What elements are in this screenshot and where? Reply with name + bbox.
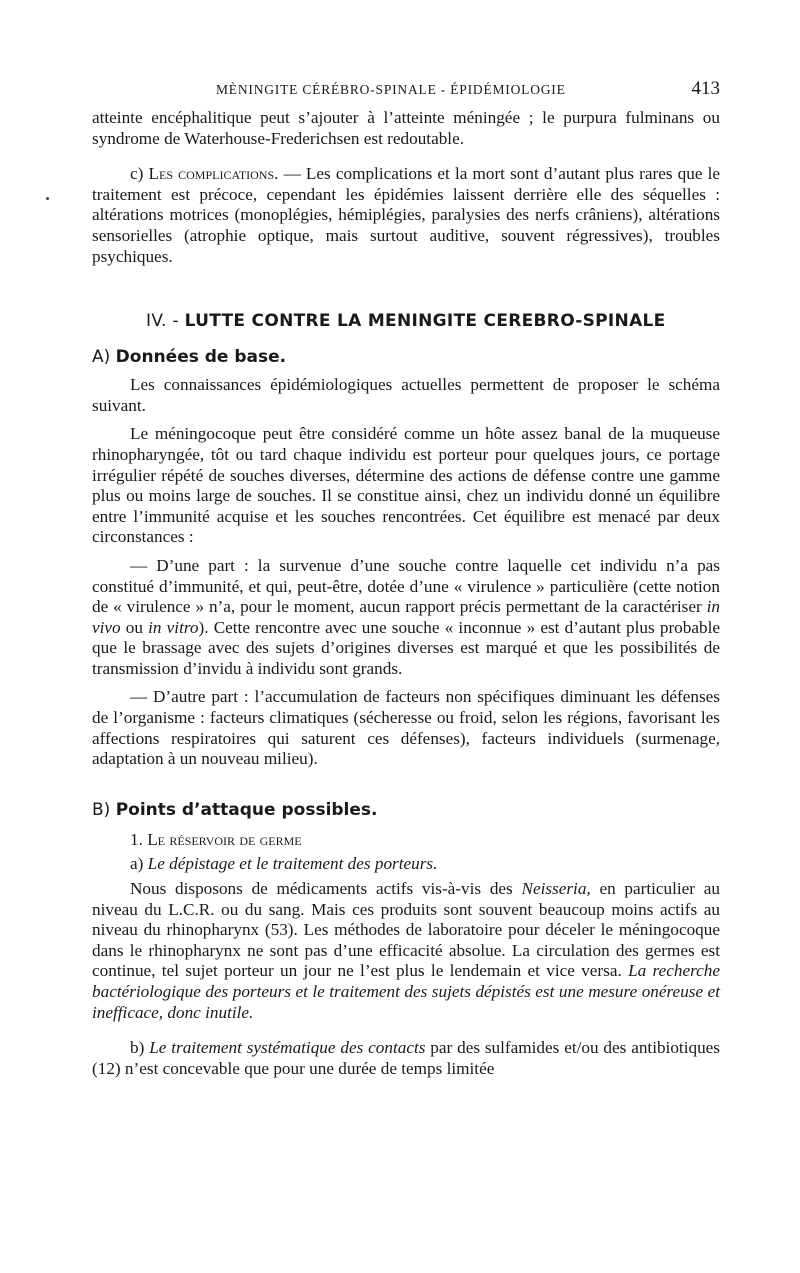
in-vivo-term: in vivo	[92, 597, 720, 637]
paragraph-b1-conclusion: La recherche bactériologique des porteurs et le traitement des sujets dépistés est une mesure onéreuse et inefficace, donc inutile.	[92, 961, 720, 1022]
complications-paragraph	[92, 164, 720, 267]
paragraph-b1-part2: en particulier au niveau du L.C.R. ou du sang. Mais ces produits sont souvent beaucoup moins actifs au niveau du rhinopharynx (53). Les méthodes de laboratoire pour déceler le méningocoque dans le rhinopharynx ne sont pas d’une efficacité absolue. La circulation des germes est continue, tel sujet porteur un jour ne l’est plus le lendemain et vice versa.	[92, 879, 720, 981]
paragraph-b2	[92, 1038, 720, 1079]
paragraph-a3	[92, 556, 720, 680]
section-title: LUTTE CONTRE LA MENINGITE CEREBRO-SPINALE	[184, 311, 666, 332]
complications-label: Les complications.	[148, 164, 279, 184]
item-1a-heading	[92, 854, 720, 875]
paragraph-a3-part1: — D’une part : la survenue d’une souche contre laquelle cet individu n’a pas constitué d’immunité, et qui, peut-être, dotée d’une « virulence » particulière (cette notion de « virulence » n’a, pour le moment, aucun rapport précis permettant de la caractériser	[92, 555, 720, 617]
paragraph-a3-part2: ). Cette rencontre avec une souche « inconnue » est d’autant plus probable que le brassage avec des sujets d’origines diverses est marqué et que les possibilités de transmission d’invidu à individu sont grands.	[92, 617, 720, 678]
item-1-heading	[92, 830, 720, 851]
item-1a-prefix: a)	[130, 854, 148, 874]
page-number: 413	[691, 78, 720, 99]
paragraph-b1-part1: Nous disposons de médicaments actifs vis-à-vis des	[130, 879, 522, 899]
paragraph-a2: Le méningocoque peut être considéré comme un hôte assez banal de la muqueuse rhinopharyngée, tôt ou tard chaque individu est porteur pour quelques jours, ce portage irrégulier répété de souches diverses, détermine des actions de défense contre une gamme plus ou moins large de souches. Il se constitue ainsi, chez un individu donné un équilibre entre l’immunité acquise et les souches rencontrées. Cet équilibre est menacé par deux circonstances :	[92, 424, 720, 547]
paragraph-a1: Les connaissances épidémiologiques actuelles permettent de proposer le schéma suivant.	[92, 375, 720, 415]
subsection-b-letter: B)	[92, 799, 116, 820]
paragraph-b2-prefix: b)	[130, 1038, 150, 1058]
item-1a-title: Le dépistage et le traitement des porteurs.	[147, 854, 438, 874]
intro-paragraph: atteinte encéphalitique peut s’ajouter à l’atteinte méningée ; le purpura fulminans ou syndrome de Waterhouse-Frederichsen est redoutable.	[92, 108, 720, 148]
section-number: IV. -	[146, 311, 185, 332]
page-header	[92, 78, 720, 102]
complications-text: — Les complications et la mort sont d’autant plus rares que le traitement est précoce, cependant les épidémies laissent derrière elle des séquelles : altérations motrices (monoplégies, hémiplégies, paralysies des nerfs crâniens), altérations sensorielles (atrophie optique, mais surtout auditive, souvent régressives), troubles psychiques.	[92, 164, 721, 266]
section-heading	[146, 311, 720, 331]
print-speck	[46, 197, 49, 200]
paragraph-b2-text: par des sulfamides et/ou des antibiotiques (12) n’est concevable que pour une durée de temps limitée	[92, 1038, 720, 1078]
item-1-number: 1.	[130, 829, 148, 849]
item-1-label: Le réservoir de germe	[147, 829, 302, 849]
in-vitro-term: in vitro	[148, 617, 199, 637]
paragraph-a3-ou: ou	[120, 617, 149, 637]
complications-prefix: c)	[130, 164, 149, 184]
subsection-b-heading	[92, 800, 720, 820]
subsection-a-title: Données de base.	[115, 347, 287, 368]
subsection-b-title: Points d’attaque possibles.	[115, 799, 378, 820]
paragraph-a4: — D’autre part : l’accumulation de facteurs non spécifiques diminuant les défenses de l’organisme : facteurs climatiques (sécheresse ou froid, selon les régions, favorisant les affections respiratoires qui saturent ces défenses), facteurs individuels (surmenage, adaptation à un nouveau milieu).	[92, 687, 720, 769]
running-title: MÈNINGITE CÉRÉBRO-SPINALE - ÉPIDÉMIOLOGIE	[216, 82, 566, 97]
page-body	[92, 78, 720, 1079]
neisseria-term: Neisseria,	[521, 879, 591, 899]
paragraph-b1	[92, 879, 720, 1023]
subsection-a-letter: A)	[92, 347, 116, 368]
subsection-a-heading	[92, 347, 720, 367]
paragraph-b2-italic: Le traitement systématique des contacts	[149, 1038, 426, 1058]
